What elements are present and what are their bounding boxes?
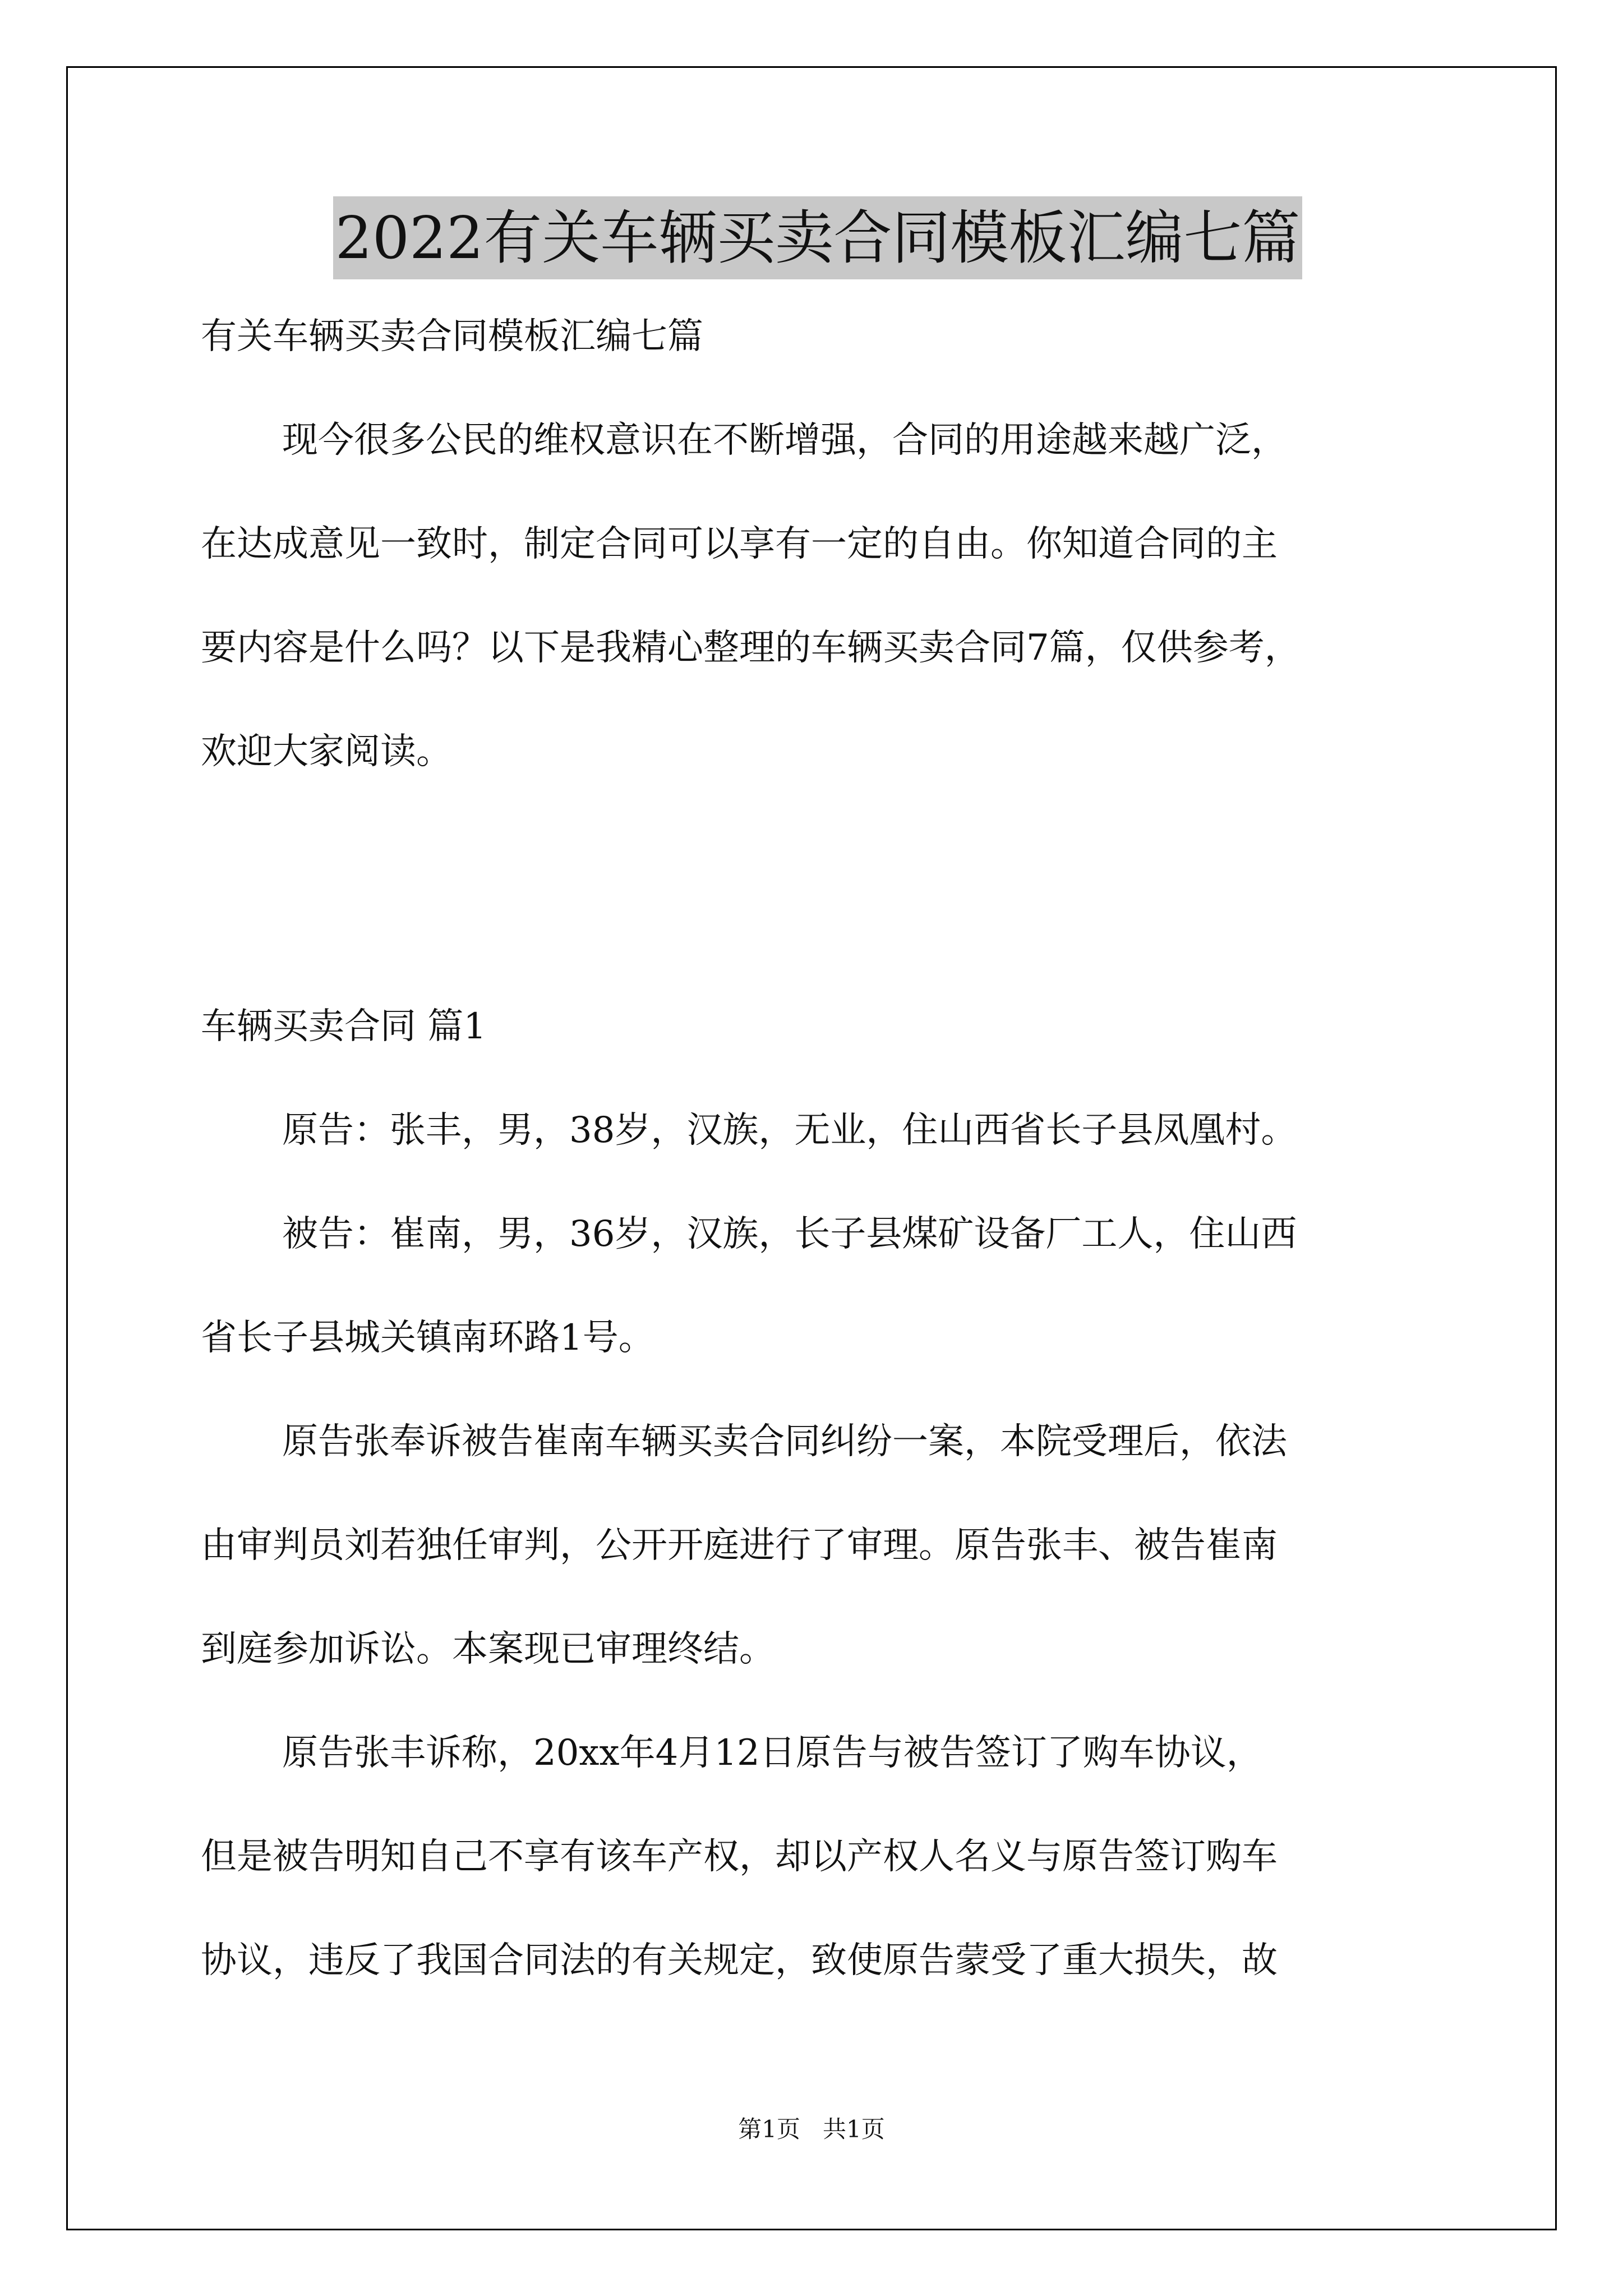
paragraph-line: 在达成意见一致时，制定合同可以享有一定的自由。你知道合同的主	[201, 523, 1278, 565]
page-footer: 第1页 共1页	[738, 2115, 885, 2143]
paragraph-line: 被告：崔南，男，36岁，汉族，长子县煤矿设备厂工人，住山西	[282, 1213, 1297, 1255]
paragraph-line: 原告：张丰，男，38岁，汉族，无业，住山西省长子县凤凰村。	[282, 1110, 1297, 1151]
document-title: 2022有关车辆买卖合同模板汇编七篇	[333, 196, 1303, 279]
title-block	[201, 196, 1435, 280]
paragraph-line: 原告张丰诉称，20xx年4月12日原告与被告签订了购车协议，	[282, 1732, 1262, 1774]
section-heading: 车辆买卖合同 篇1	[201, 1006, 487, 1047]
paragraph-line: 要内容是什么吗？以下是我精心整理的车辆买卖合同7篇，仅供参考，	[201, 627, 1301, 669]
document-body	[201, 196, 1435, 1981]
paragraph-line: 协议，违反了我国合同法的有关规定，致使原告蒙受了重大损失，故	[201, 1940, 1278, 1981]
paragraph-line: 但是被告明知自己不享有该车产权，却以产权人名义与原告签订购车	[201, 1836, 1278, 1878]
paragraph-line: 到庭参加诉讼。本案现已审理终结。	[201, 1628, 775, 1670]
paragraph-line: 由审判员刘若独任审判，公开开庭进行了审理。原告张丰、被告崔南	[201, 1525, 1278, 1566]
paragraph-line: 现今很多公民的维权意识在不断增强，合同的用途越来越广泛，	[282, 420, 1287, 461]
paragraph-line: 欢迎大家阅读。	[201, 731, 452, 772]
subtitle-line: 有关车辆买卖合同模板汇编七篇	[201, 316, 703, 357]
paragraph-line: 省长子县城关镇南环路1号。	[201, 1317, 654, 1359]
paragraph-line: 原告张奉诉被告崔南车辆买卖合同纠纷一案，本院受理后，依法	[282, 1421, 1287, 1462]
